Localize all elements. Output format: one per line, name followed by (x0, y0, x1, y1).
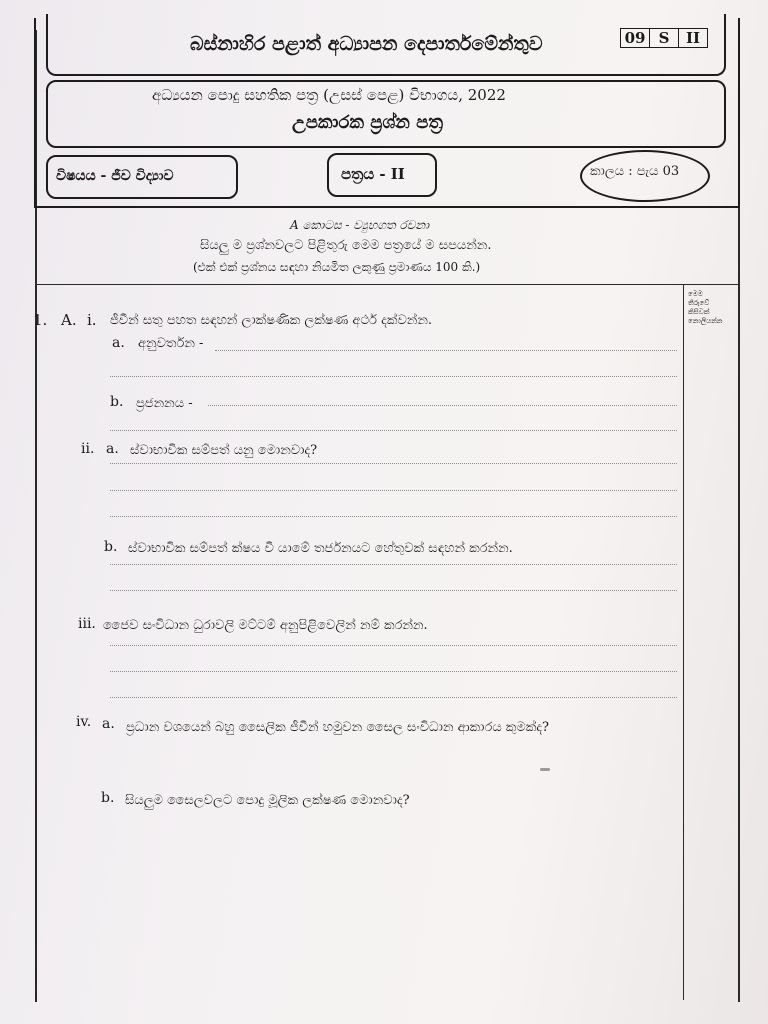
question-text: ප්‍රජනනය - (136, 396, 193, 411)
question-text: ජීවීන් සතු පහත සඳහන් ලාක්ෂණික ලක්ෂණ අර්ථ දක්වන්න. (110, 313, 433, 328)
item-label: a. (106, 441, 119, 457)
subquestion-number: i. (87, 311, 97, 329)
question-number: 1. (33, 311, 48, 329)
margin-note-line: කිසිවක් (688, 308, 710, 316)
paper-code-1: 09 (620, 28, 650, 48)
answer-line (208, 405, 677, 406)
questions-top-rule (35, 284, 739, 285)
item-label: a. (102, 716, 115, 732)
instruction-line-2: (එක් එක් ප්‍රශ්නය සඳහා නියමිත ලකුණු ප්‍රමාණය 100 කි.) (193, 260, 481, 274)
ink-mark (540, 768, 550, 771)
answer-line (110, 430, 677, 431)
item-label: b. (104, 539, 118, 555)
item-label: a. (112, 335, 125, 351)
question-text: අනුවර්තන - (138, 336, 204, 351)
question-part: A. (61, 311, 77, 329)
subquestion-number: iv. (76, 714, 92, 730)
question-text: ස්වාභාවික සම්පත් ක්ෂය වී යාමේ තර්ජනයට හේතුවක් සඳහන් කරන්න. (128, 541, 513, 556)
question-text: ස්වාභාවික සම්පත් යනු මොනවාද? (130, 443, 318, 458)
margin-note-line: නොලියන්න (688, 317, 723, 325)
paper-type: උපකාරක ප්‍රශ්න පත්‍ර (292, 112, 443, 133)
paper-code-3: II (678, 28, 708, 48)
answer-line (110, 590, 677, 591)
question-text: ජෛව සංවිධාන ධුරාවලි මට්ටම් අනුපිළිවෙලින් නම් කරන්න. (103, 618, 428, 633)
margin-note (688, 290, 738, 326)
question-text: සියලුම සෛලවලට පොදු මූලික ලක්ෂණ මොනවාද? (125, 793, 410, 808)
answer-line (110, 671, 677, 672)
answer-line (110, 697, 677, 698)
item-label: b. (101, 790, 115, 806)
instruction-line-1: සියලු ම ප්‍රශ්නවලට පිළිතුරු මෙම පත්‍රයේ ම සපයන්න. (200, 238, 492, 253)
answer-line (110, 490, 677, 491)
answer-line (110, 376, 677, 377)
subquestion-number: ii. (81, 441, 95, 457)
item-label: b. (110, 394, 124, 410)
part-heading: A කොටස - ව්‍යුහගත රචනා (290, 218, 430, 232)
department-title: බස්නාහිර පළාත් අධ්‍යාපන දෙපාර්තමේන්තුව (190, 33, 543, 55)
answer-line (110, 645, 677, 646)
subquestion-number: iii. (78, 616, 96, 632)
answer-line (110, 516, 677, 517)
margin-note-line: තීරුවේ (688, 299, 710, 307)
answer-line (215, 350, 677, 351)
question-text: ප්‍රධාන වශයෙන් බහු සෛලික ජීවීන් හමුවන සෛල සංවිධාන ආකාරය කුමක්ද? (126, 720, 549, 735)
answer-line (110, 564, 677, 565)
paper-code-2: S (649, 28, 679, 48)
time-label: කාලය : පැය 03 (590, 164, 680, 179)
paper-number-label: පත්‍රය - II (341, 165, 405, 183)
answer-line (110, 463, 677, 464)
subject-label: විෂයය - ජීව විද්‍යාව (56, 168, 174, 184)
margin-column-rule (683, 284, 684, 1000)
margin-note-line: මෙම (688, 290, 703, 298)
exam-name: අධ්‍යයන පොදු සහතික පත්‍ර (උසස් පෙළ) විභාගය, 2022 (152, 86, 506, 104)
